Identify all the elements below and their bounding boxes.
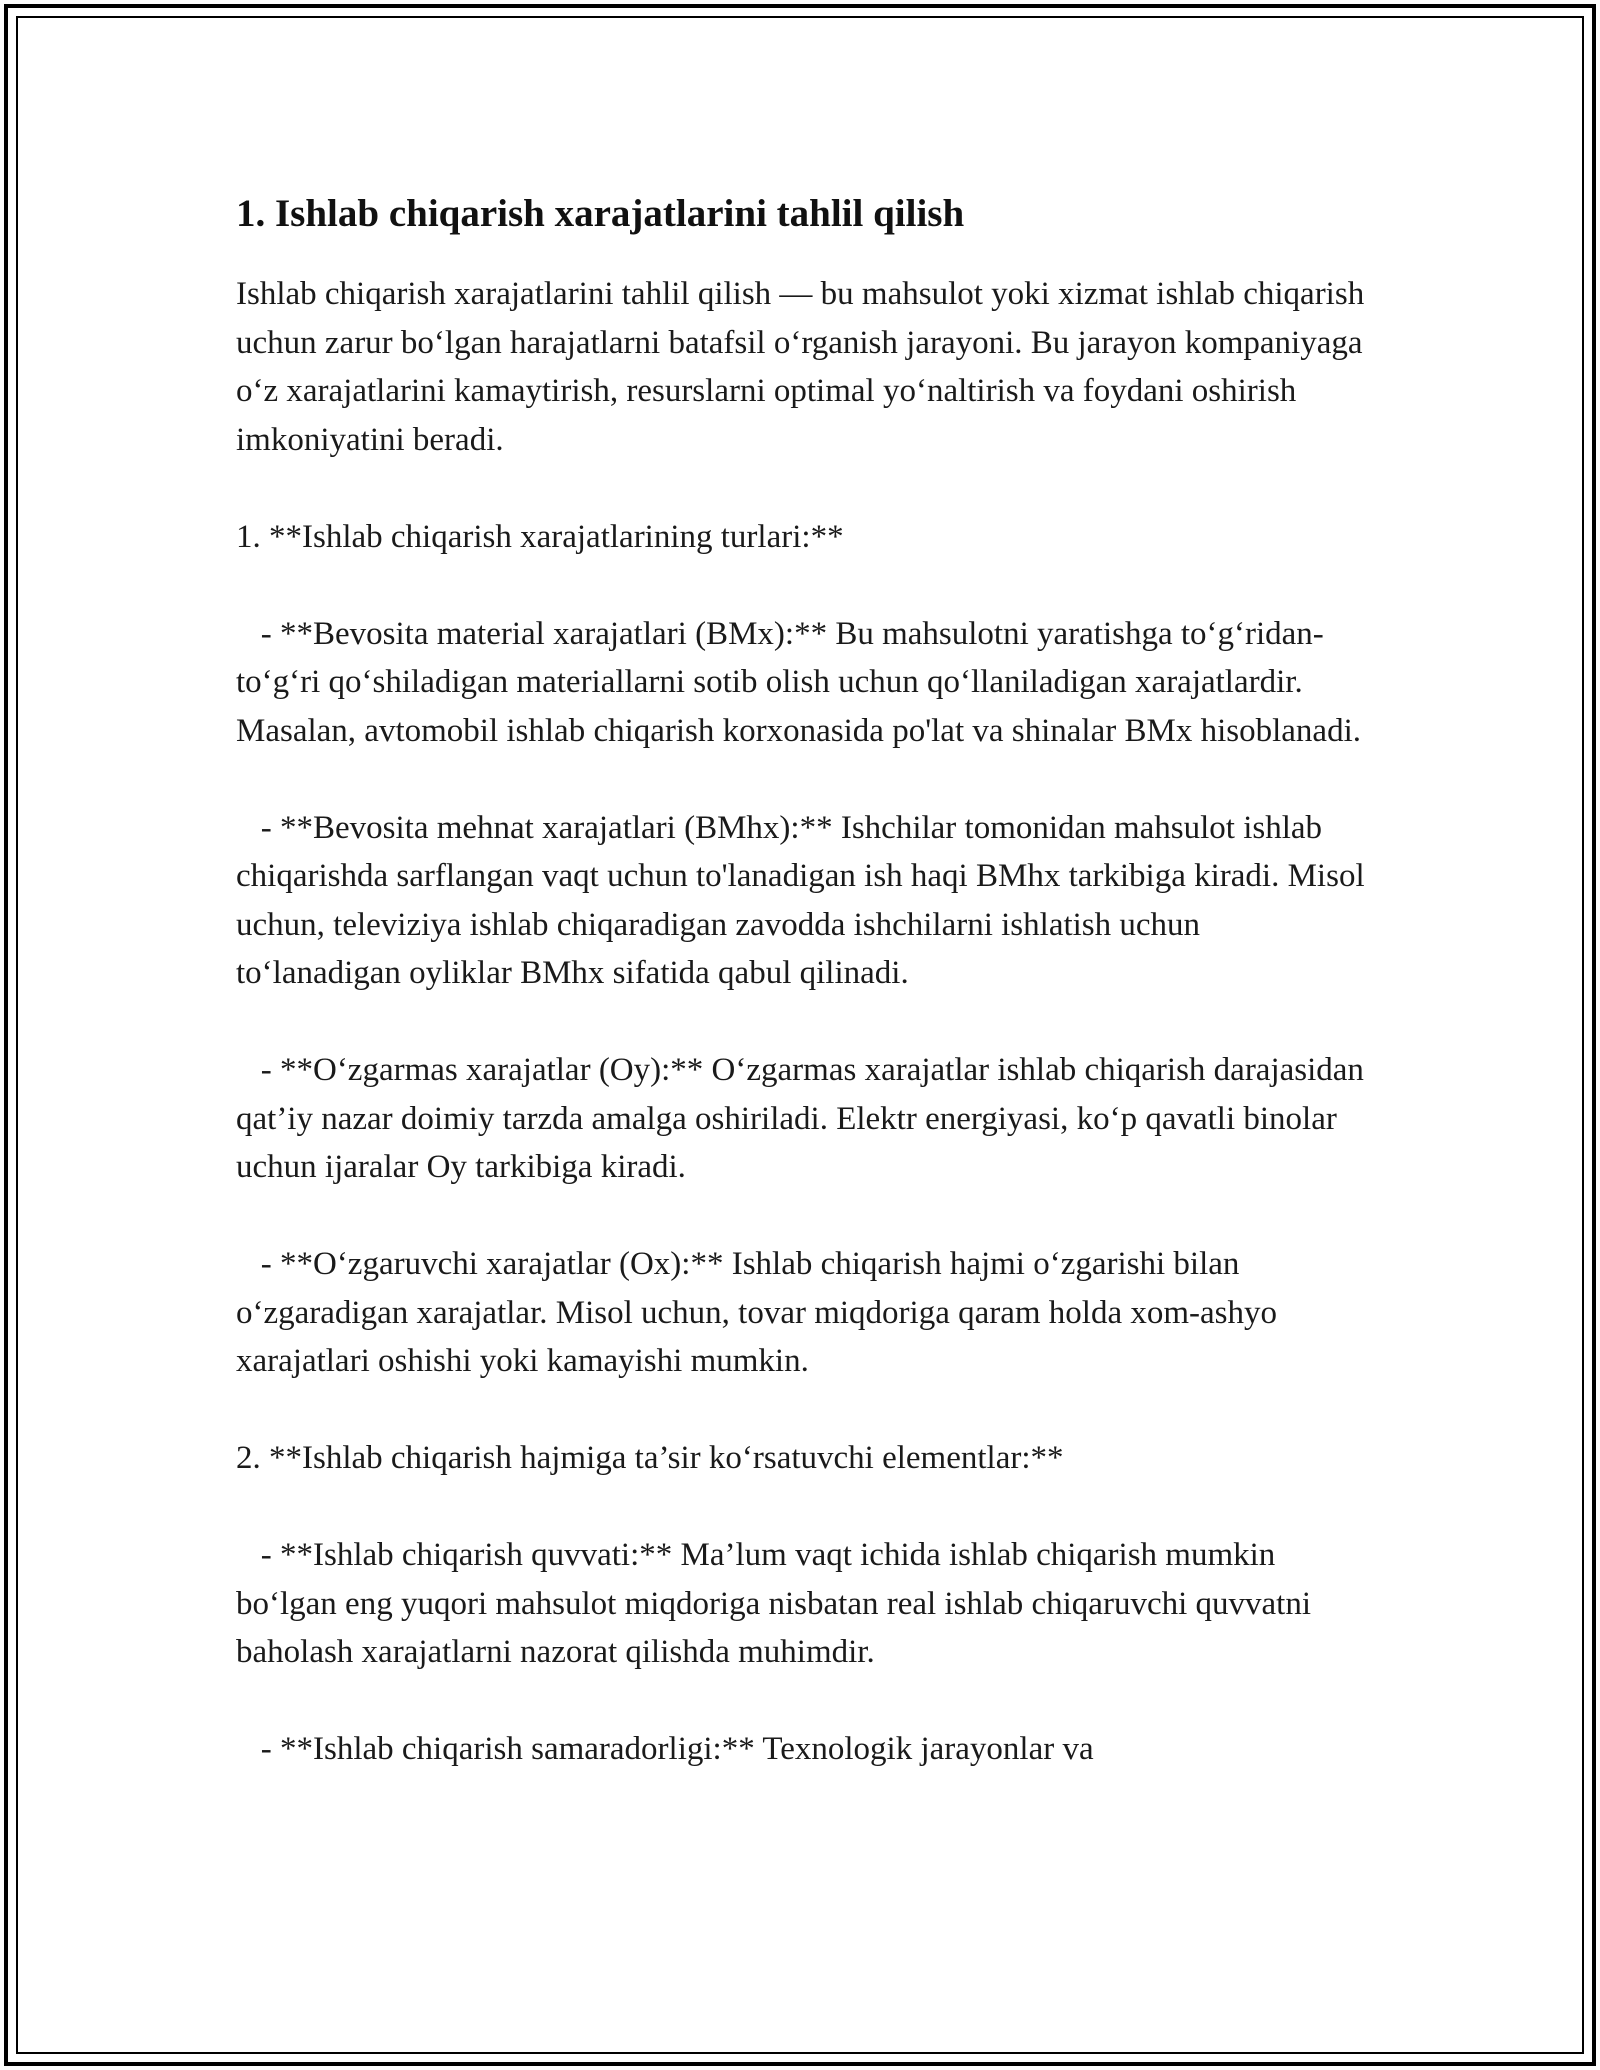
document-body (236, 188, 1373, 1774)
section-1-heading: 1. **Ishlab chiqarish xarajatlarining turlari:** (236, 518, 844, 555)
paragraph-gap (236, 1483, 1366, 1532)
list-item-direct-labor: - **Bevosita mehnat xarajatlari (BMhx):** Ishchilar tomonidan mahsulot ishlab chiqarishda sarflangan vaqt uchun to'lanadigan ish haqi BMhx tarkibiga kiradi. Misol uchun, televiziya ishlab chiqaradigan zavodda ishchilarni ishlatish uchun to‘lanadigan oyliklar BMhx sifatida qabul qilinadi. (236, 809, 1373, 991)
paragraph-gap (236, 1386, 1366, 1435)
paragraph-gap (236, 998, 1366, 1047)
document-title: 1. Ishlab chiqarish xarajatlarini tahlil qilish (236, 192, 965, 235)
paragraph-gap (236, 561, 1366, 610)
paragraph-gap (236, 1192, 1366, 1241)
section-2-heading: 2. **Ishlab chiqarish hajmiga ta’sir ko‘rsatuvchi elementlar:** (236, 1440, 1064, 1476)
paragraph-gap (236, 755, 1366, 804)
paragraph-gap (236, 464, 1366, 513)
paragraph-gap (236, 1677, 1366, 1726)
intro-paragraph: Ishlab chiqarish xarajatlarini tahlil qilish — bu mahsulot yoki xizmat ishlab chiqarish uchun zarur bo‘lgan harajatlarni batafsil o‘rganish jarayoni. Bu jarayon kompaniyaga o‘z xarajatlarini kamaytirish, resurslarni optimal yo‘naltirish va foydani oshirish imkoniyatini beradi. (236, 276, 1373, 458)
list-item-direct-material: - **Bevosita material xarajatlari (BMx):** Bu mahsulotni yaratishga to‘g‘ridan-to‘g‘ri qo‘shiladigan materiallarni sotib olish uchun qo‘llaniladigan xarajatlardir. Masalan, avtomobil ishlab chiqarish korxonasida po'lat va shinalar BMx hisoblanadi. (236, 615, 1361, 749)
list-item-fixed-costs: - **O‘zgarmas xarajatlar (Oy):** O‘zgarmas xarajatlar ishlab chiqarish darajasidan qat’iy nazar doimiy tarzda amalga oshiriladi. Elektr energiyasi, ko‘p qavatli binolar uchun ijaralar Oy tarkibiga kiradi. (236, 1052, 1373, 1185)
list-item-production-capacity: - **Ishlab chiqarish quvvati:** Ma’lum vaqt ichida ishlab chiqarish mumkin bo‘lgan eng yuqori mahsulot miqdoriga nisbatan real ishlab chiqaruvchi quvvatni baholash xarajatlarni nazorat qilishda muhimdir. (236, 1537, 1320, 1670)
list-item-production-efficiency: - **Ishlab chiqarish samaradorligi:** Texnologik jarayonlar va (236, 1731, 1094, 1767)
list-item-variable-costs: - **O‘zgaruvchi xarajatlar (Ox):** Ishlab chiqarish hajmi o‘zgarishi bilan o‘zgaradigan xarajatlar. Misol uchun, tovar miqdoriga qaram holda xom-ashyo xarajatlari oshishi yoki kamayishi mumkin. (236, 1246, 1286, 1379)
